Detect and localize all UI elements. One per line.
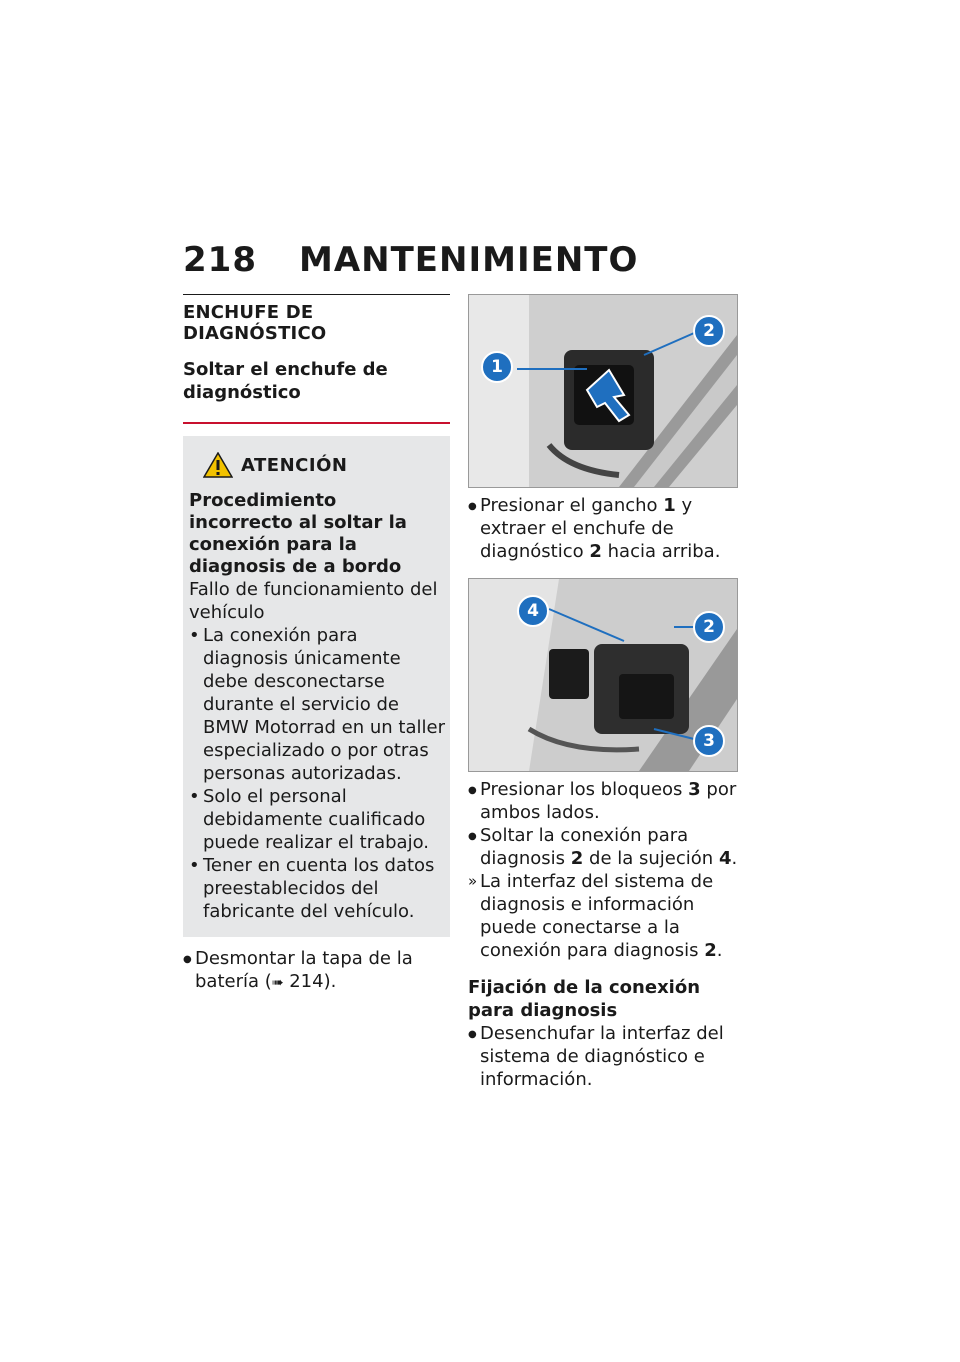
callout-2: 2 <box>693 315 725 347</box>
page-ref-arrow-icon: ➠ <box>271 975 284 991</box>
left-column <box>183 294 450 995</box>
step-remove-battery-cover: ● Desmontar la tapa de la batería (➠ 214). <box>183 947 450 995</box>
warning-bullet: • La conexión para diagnosis únicamente debe desconectarse durante el servicio de BMW Motorrad en un taller especializado o por otras personas autorizadas. <box>189 624 446 785</box>
figure-diagnostic-plug-2 <box>468 578 738 772</box>
section-title: ENCHUFE DE DIAGNÓSTICO <box>183 302 327 344</box>
warning-top-rule <box>183 422 450 424</box>
warning-triangle-icon <box>203 452 233 478</box>
warning-title: ATENCIÓN <box>241 454 348 476</box>
warning-bullet: • Tener en cuenta los datos preestablecidos del fabricante del vehículo. <box>189 854 446 923</box>
chapter-title: MANTENIMIENTO <box>298 240 639 280</box>
figure-diagnostic-plug-1 <box>468 294 738 488</box>
subsection-title: Soltar el enchufe de diagnóstico <box>183 359 388 403</box>
step-disconnect-interface: ● Desenchufar la interfaz del sistema de diagnóstico e información. <box>468 1022 738 1091</box>
warning-bullet: • Solo el personal debidamente cualificado puede realizar el trabajo. <box>189 785 446 854</box>
right-column <box>468 294 738 1091</box>
step-press-locks: ● Presionar los bloqueos 3 por ambos lados. <box>468 778 738 824</box>
warning-consequence: Fallo de funcionamiento del vehículo <box>189 579 438 623</box>
page-ref[interactable]: 214 <box>289 971 324 992</box>
warning-box <box>183 436 450 937</box>
page-header <box>183 240 638 280</box>
step-release-connection: ● Soltar la conexión para diagnosis 2 de la sujeción 4. <box>468 824 738 870</box>
warning-heading: Procedimiento incorrecto al soltar la conexión para la diagnosis de a bordo <box>189 490 407 577</box>
subsection-title-2: Fijación de la conexión para diagnosis <box>468 977 701 1021</box>
result-interface: » La interfaz del sistema de diagnosis e información puede conectarse a la conexión para diagnosis 2. <box>468 870 738 962</box>
callout-1: 1 <box>481 351 513 383</box>
page-number: 218 <box>183 240 257 280</box>
section-rule <box>183 294 450 295</box>
callout-2: 2 <box>693 611 725 643</box>
callout-3: 3 <box>693 725 725 757</box>
callout-4: 4 <box>517 595 549 627</box>
warning-header <box>189 452 446 478</box>
step-press-hook: ● Presionar el gancho 1 y extraer el enchufe de diagnóstico 2 hacia arriba. <box>468 494 738 563</box>
